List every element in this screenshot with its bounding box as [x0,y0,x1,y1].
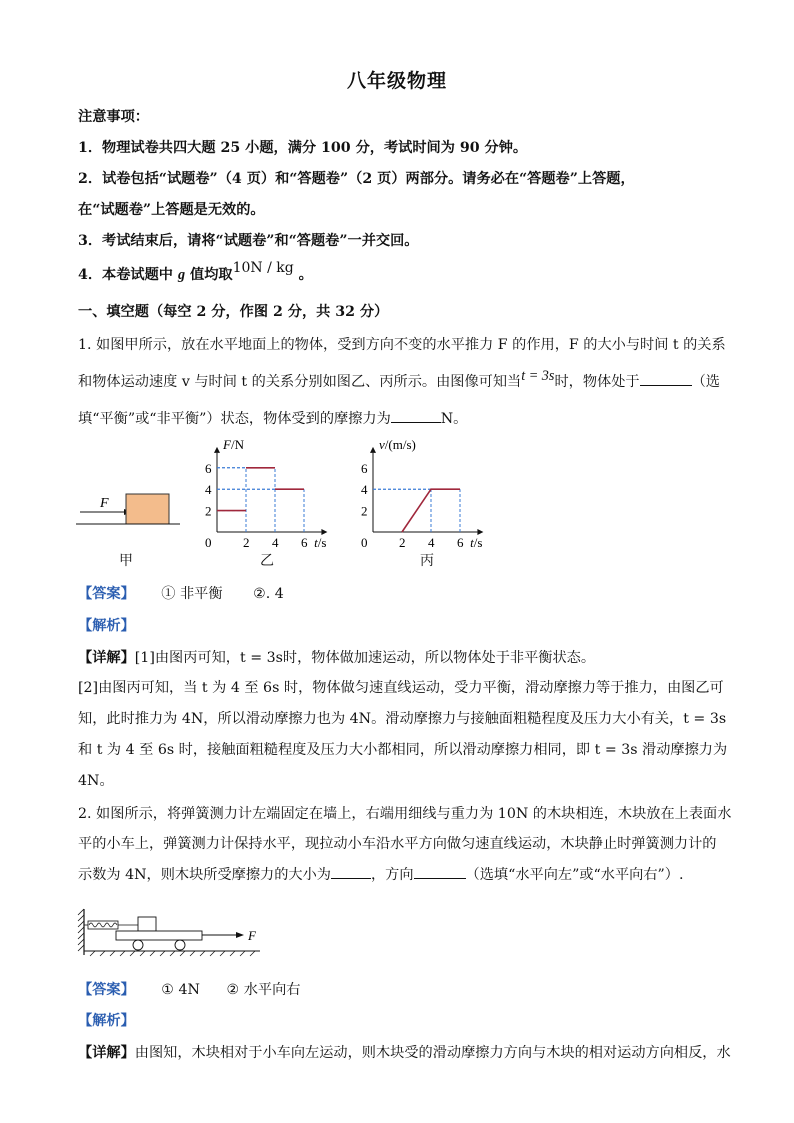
notice-heading: 注意事项： [78,109,149,125]
force-chart-y-axis-arrow [214,447,220,453]
q2-answer-tag: 【答案】 [78,982,135,998]
q2-blank-2 [414,865,466,879]
q2-line-2: 平的小车上，弹簧测力计保持水平，现拉动小车沿水平方向做匀速直线运动，木块静止时弹簧测力计的 [78,836,717,852]
cart-wheel-right [175,940,185,950]
spring-scale [88,921,118,929]
velocity-chart-y-tick: 2 [361,503,368,519]
q1-answer-2: ②. 4 [253,586,284,602]
velocity-chart-y-axis-arrow [370,447,376,453]
q2-blank-1 [331,865,371,879]
q1-blank-2 [391,409,441,423]
spring-coil [89,923,117,927]
velocity-chart-x-tick: 2 [399,535,406,550]
force-chart-y-tick: 2 [205,503,212,519]
q1-answer-1: ① 非平衡 [161,586,223,602]
velocity-chart-x-tick: 4 [428,535,435,550]
q1-line-2-t: t = 3s [521,368,555,384]
wall-hatch [78,909,84,951]
q1-detail-4: 和 t 为 4 至 6s 时，接触面粗糙程度及压力大小都相同，所以滑动摩擦力相同，即 t = 3s 滑动摩擦力为 [78,742,728,758]
cart-wheel-left [133,940,143,950]
chart-velocity-time [356,438,506,550]
pull-arrow-head [236,932,244,938]
q2-analysis-tag: 【解析】 [78,1013,135,1029]
force-chart-x-label: t/s [314,535,327,550]
notice-item-3: 3．考试结束后，请将“试题卷”和“答题卷”一并交回。 [78,233,419,249]
caption-bing: 丙 [420,553,434,569]
q1-line-2a: 和物体运动速度 v 与时间 t 的关系分别如图乙、丙所示。由图像可知当 [78,374,522,390]
force-label: F [100,496,109,511]
q2-answer-1: ① 4N [161,982,200,998]
chart-force-time [200,438,350,550]
force-chart-y-tick: 4 [205,482,212,498]
notice-item-4-prefix: 4．本卷试题中 [78,267,173,283]
q2-line-3a: 示数为 4N，则木块所受摩擦力的大小为 [78,867,331,883]
figure-jia [72,490,182,535]
q1-line-3a: 填“平衡”或“非平衡”）状态，物体受到的摩擦力为 [78,411,391,427]
notice-item-4-end: 。 [298,267,313,283]
force-chart-x-tick: 6 [301,535,308,550]
q1-line-3b: N。 [440,411,468,427]
q2-line-3b: ，方向 [370,867,414,883]
notice-item-4 [78,260,313,284]
force-chart-y-tick: 6 [205,460,212,476]
q2-answer [78,979,300,999]
velocity-chart-origin: 0 [361,535,368,550]
figure-spring-cart [76,903,266,961]
q2-line-3c: （选填“水平向左”或“水平向右”）. [465,867,684,883]
q1-detail-2: [2]由图丙可知，当 t 为 4 至 6s 时，物体做匀速直线运动，受力平衡，滑动摩擦力等于推力，由图乙可 [78,680,724,696]
q1-detail-1 [78,647,595,667]
block [126,494,169,524]
q2-answer-2: ② 水平向右 [226,982,301,998]
velocity-chart-y-tick: 4 [361,482,368,498]
force-chart-y-label: F/N [223,438,244,452]
q2-detail-tag: 【详解】 [78,1045,135,1061]
force-chart-origin: 0 [205,535,212,550]
floor-hatch [90,951,255,956]
q1-line-2b: 时，物体处于 [554,374,640,390]
velocity-chart-x-tick: 6 [457,535,464,550]
q1-line-2c: （选 [691,374,720,390]
velocity-chart-y-tick: 6 [361,460,368,476]
q1-line-2 [78,368,720,391]
q1-answer-tag: 【答案】 [78,586,135,602]
notice-item-2: 2．试卷包括“试题卷”（4 页）和“答题卷”（2 页）两部分。请务必在“答题卷”上答题， [78,171,635,187]
q1-line-3 [78,408,467,428]
q2-detail-1 [78,1042,731,1062]
q1-detail-1-text: [1]由图丙可知，t = 3s时，物体做加速运动，所以物体处于非平衡状态。 [134,650,596,666]
caption-yi: 乙 [260,553,274,569]
wood-block [138,917,156,931]
force-chart-x-tick: 2 [243,535,250,550]
q1-detail-3: 知，此时推力为 4N，所以滑动摩擦力也为 4N。滑动摩擦力与接触面粗糙程度及压力大小有关，t = 3s [78,711,727,727]
notice-item-4-mid: 值均取 [190,267,233,283]
q1-answer [78,583,284,603]
q1-blank-1 [640,372,692,386]
notice-item-4-g: g [177,267,186,283]
notice-item-2-cont: 在“试题卷”上答题是无效的。 [78,202,265,218]
q2-detail-1-text: 由图知，木块相对于小车向左运动，则木块受的滑动摩擦力方向与木块的相对运动方向相反，水 [134,1045,731,1061]
notice-item-1: 1．物理试卷共四大题 25 小题，满分 100 分，考试时间为 90 分钟。 [78,140,528,156]
notice-item-4-value: 10N / kg [232,260,294,276]
page-title: 八年级物理 [346,70,447,92]
cart-body [116,931,202,940]
q2-line-3 [78,864,684,884]
q1-line-1: 1. 如图甲所示，放在水平地面上的物体，受到方向不变的水平推力 F 的作用，F 的大小与时间 t 的关系 [78,337,726,353]
q2-line-1: 2. 如图所示，将弹簧测力计左端固定在墙上，右端用细线与重力为 10N 的木块相连，木块放在上表面水 [78,806,732,822]
force-chart-x-tick: 4 [272,535,279,550]
pull-force-label: F [248,928,256,943]
velocity-chart-x-label: t/s [470,535,483,550]
q1-detail-5: 4N。 [78,773,114,789]
section-1-heading: 一、填空题（每空 2 分，作图 2 分，共 32 分） [78,304,389,320]
q1-detail-tag: 【详解】 [78,650,135,666]
q1-analysis-tag: 【解析】 [78,618,135,634]
velocity-chart-y-label: v/(m/s) [379,438,416,452]
caption-jia: 甲 [119,553,133,569]
